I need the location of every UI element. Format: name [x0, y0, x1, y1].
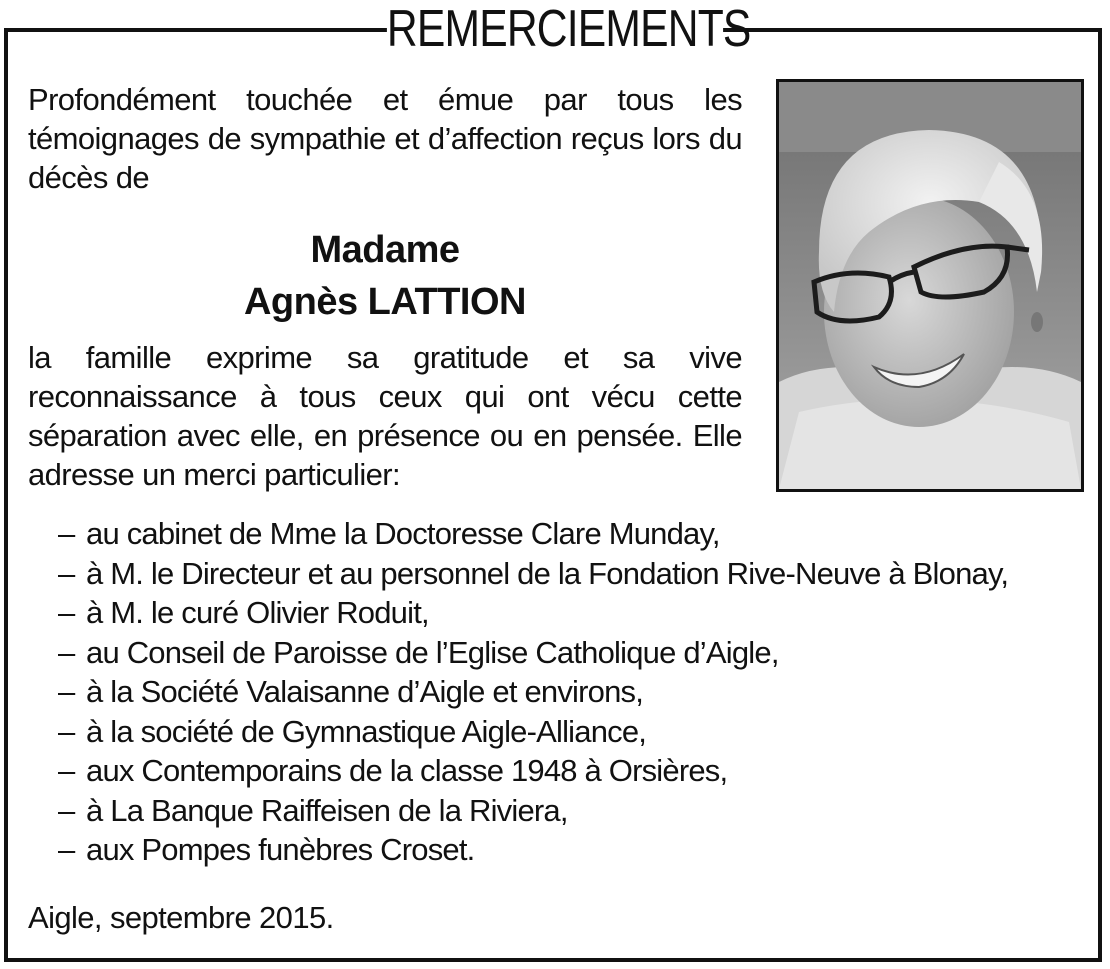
list-item	[58, 712, 1008, 752]
dash-bullet: –	[58, 832, 75, 867]
portrait-photo-icon	[779, 82, 1081, 489]
list-item-text: aux Contemporains de la classe 1948 à Orsières,	[86, 753, 728, 788]
deceased-name-block	[28, 224, 742, 328]
dash-bullet: –	[58, 674, 75, 709]
deceased-title: Madame	[310, 229, 460, 271]
list-item-text: aux Pompes funèbres Croset.	[86, 832, 475, 867]
list-item-text: à La Banque Raiffeisen de la Riviera,	[86, 792, 568, 828]
intro-paragraph: Profondément touchée et émue par tous les témoignages de sympathie et d’affection reçus lors du décès de	[28, 82, 742, 195]
place-and-date: Aigle, septembre 2015.	[28, 900, 334, 935]
list-item-text: à M. le curé Olivier Roduit,	[86, 595, 429, 630]
deceased-name: Agnès LATTION	[243, 281, 526, 323]
dash-bullet: –	[58, 555, 75, 591]
dash-bullet: –	[58, 516, 75, 551]
list-item	[58, 554, 1008, 594]
dash-bullet: –	[58, 792, 75, 828]
list-item-text: à la Société Valaisanne d’Aigle et environs,	[86, 674, 644, 709]
list-item-text: à la société de Gymnastique Aigle-Alliance,	[86, 713, 647, 749]
list-item-text: au Conseil de Paroisse de l’Eglise Catholique d’Aigle,	[86, 634, 779, 670]
dash-bullet: –	[58, 753, 75, 788]
list-item	[58, 633, 1008, 673]
gratitude-paragraph: la famille exprime sa gratitude et sa vive reconnaissance à tous ceux qui ont vécu cette séparation avec elle, en présence ou en pensée. Elle adresse un merci particulier:	[28, 340, 742, 492]
notice-title: REMERCIEMENTS	[386, 0, 751, 58]
list-item-text: au cabinet de Mme la Doctoresse Clare Munday,	[86, 516, 720, 551]
list-item	[58, 830, 1008, 870]
list-item-text: à M. le Directeur et au personnel de la Fondation Rive-Neuve à Blonay,	[86, 555, 1009, 591]
thanks-list	[58, 514, 1008, 870]
portrait-photo	[776, 79, 1084, 492]
list-item	[58, 514, 1008, 554]
dash-bullet: –	[58, 595, 75, 630]
dash-bullet: –	[58, 634, 75, 670]
list-item	[58, 791, 1008, 831]
list-item	[58, 751, 1008, 791]
dash-bullet: –	[58, 713, 75, 749]
list-item	[58, 672, 1008, 712]
list-item	[58, 593, 1008, 633]
